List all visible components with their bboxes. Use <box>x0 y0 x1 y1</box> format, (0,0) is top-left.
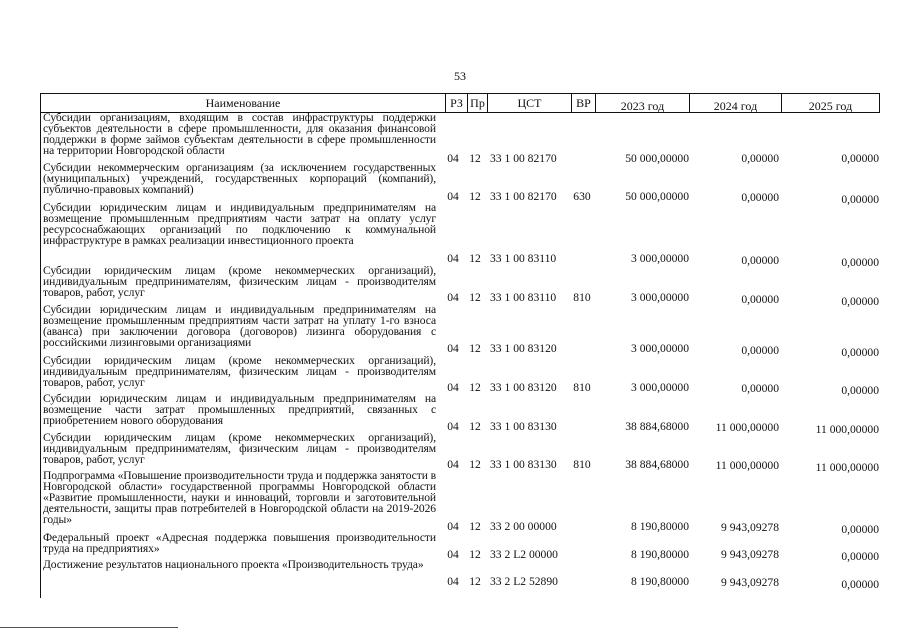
row-name: Субсидии юридическим лицам (кроме некоммерческих организаций), индивидуальным предпринимателям, физическим лицам - производителям товаров, работ, услуг <box>43 264 436 299</box>
row-cst: 33 1 00 83110 <box>490 291 557 304</box>
row-rz: 04 <box>447 291 459 304</box>
row-2024: 11 000,00000 <box>715 459 779 472</box>
row-pr: 12 <box>469 252 481 265</box>
footnote-divider <box>0 627 178 628</box>
row-name: Субсидии юридическим лицам и индивидуальным предпринимателям на возмещение части затрат промышленных предприятий, связанных с приобретением нового оборудования <box>43 392 436 427</box>
row-pr: 12 <box>469 291 481 304</box>
row-name: Достижение результатов национального проекта «Производительность труда» <box>43 558 424 571</box>
row-rz: 04 <box>447 152 459 165</box>
header-rz: РЗ <box>445 94 467 112</box>
row-pr: 12 <box>469 190 481 203</box>
row-2023: 8 190,80000 <box>631 548 689 561</box>
row-name: Субсидии организациям, входящим в состав инфраструктуры поддержки субъектов деятельности в сфере промышленности, для оказания финансовой поддержки в форме займов субъектам деятельности в сфере промышленности на территории Новгородской области <box>43 111 436 157</box>
row-name: Федеральный проект «Адресная поддержка повышения производительности труда на предприятиях» <box>43 531 436 555</box>
row-2023: 3 000,00000 <box>631 252 689 265</box>
row-2023: 3 000,00000 <box>631 342 689 355</box>
table-body <box>40 113 880 598</box>
header-2024: 2024 год <box>689 94 781 112</box>
row-2023: 3 000,00000 <box>631 381 689 394</box>
row-rz: 04 <box>447 381 459 394</box>
row-2024: 0,00000 <box>741 191 779 204</box>
row-2023: 3 000,00000 <box>631 291 689 304</box>
row-2023: 8 190,80000 <box>631 575 689 588</box>
row-rz: 04 <box>447 342 459 355</box>
row-2024: 9 943,09278 <box>721 521 779 534</box>
page-number: 53 <box>454 69 466 83</box>
row-2024: 0,00000 <box>741 254 779 267</box>
row-pr: 12 <box>469 548 481 561</box>
row-rz: 04 <box>447 575 459 588</box>
row-rz: 04 <box>447 252 459 265</box>
row-2025: 0,00000 <box>841 295 879 308</box>
row-name: Подпрограмма «Повышение производительности труда и поддержка занятости в Новгородской области» государственной программы Новгородской области «Развитие промышленности, науки и инноваций, торговли и заготовительной деятельности, защиты прав потребителей в Новгородской области на 2019-2026 годы» <box>43 469 436 526</box>
row-2025: 0,00000 <box>841 152 879 165</box>
header-pr: Пр <box>467 94 487 112</box>
row-cst: 33 1 00 83110 <box>490 252 557 265</box>
header-vr: ВР <box>571 94 595 112</box>
row-rz: 04 <box>447 520 459 533</box>
row-pr: 12 <box>469 420 481 433</box>
row-2025: 0,00000 <box>841 550 879 563</box>
row-cst: 33 1 00 82170 <box>490 190 557 203</box>
row-2024: 9 943,09278 <box>721 548 779 561</box>
header-2025: 2025 год <box>781 94 879 112</box>
row-2024: 0,00000 <box>741 152 779 165</box>
row-2025: 0,00000 <box>841 346 879 359</box>
row-cst: 33 1 00 83130 <box>490 420 557 433</box>
row-pr: 12 <box>469 575 481 588</box>
row-pr: 12 <box>469 458 481 471</box>
row-name: Субсидии юридическим лицам (кроме некоммерческих организаций), индивидуальным предпринимателям, физическим лицам - производителям товаров, работ, услуг <box>43 354 436 389</box>
header-2023: 2023 год <box>595 94 689 112</box>
row-2025: 11 000,00000 <box>815 423 879 436</box>
row-rz: 04 <box>447 458 459 471</box>
row-2024: 0,00000 <box>741 344 779 357</box>
row-2024: 11 000,00000 <box>715 421 779 434</box>
row-name: Субсидии юридическим лицам и индивидуальным предпринимателям на возмещение промышленным предприятиям части затрат на оплату услуг ресурсоснабжающих организаций по подключению к коммунальной инфраструктуре в рамках реализации инвестиционного проекта <box>43 201 436 247</box>
row-cst: 33 1 00 83120 <box>490 381 557 394</box>
row-vr: 630 <box>573 190 591 203</box>
row-2024: 0,00000 <box>741 293 779 306</box>
row-rz: 04 <box>447 420 459 433</box>
row-name: Субсидии некоммерческим организациям (за исключением государственных (муниципальных) учреждений, государственных корпораций (компаний), публично-правовых компаний) <box>43 161 436 196</box>
row-2023: 50 000,00000 <box>625 190 689 203</box>
row-2025: 0,00000 <box>841 384 879 397</box>
row-2024: 9 943,09278 <box>721 576 779 589</box>
header-cst: ЦСТ <box>487 94 571 112</box>
row-pr: 12 <box>469 381 481 394</box>
row-cst: 33 2 00 00000 <box>490 520 557 533</box>
row-vr: 810 <box>573 291 591 304</box>
row-pr: 12 <box>469 152 481 165</box>
row-pr: 12 <box>469 342 481 355</box>
row-2023: 8 190,80000 <box>631 520 689 533</box>
row-cst: 33 1 00 83130 <box>490 458 557 471</box>
row-pr: 12 <box>469 520 481 533</box>
row-name: Субсидии юридическим лицам (кроме некоммерческих организаций), индивидуальным предпринимателям, физическим лицам - производителям товаров, работ, услуг <box>43 431 436 466</box>
row-cst: 33 2 L2 52890 <box>490 575 558 588</box>
row-name: Субсидии юридическим лицам и индивидуальным предпринимателям на возмещение промышленным предприятиям части затрат на уплату 1-го взноса (аванса) при заключении договора (договоров) лизинга оборудования с российскими лизинговыми организациями <box>43 303 436 349</box>
row-rz: 04 <box>447 190 459 203</box>
row-2025: 0,00000 <box>841 256 879 269</box>
row-cst: 33 1 00 83120 <box>490 342 557 355</box>
row-vr: 810 <box>573 458 591 471</box>
row-cst: 33 2 L2 00000 <box>490 548 558 561</box>
row-rz: 04 <box>447 548 459 561</box>
row-2024: 0,00000 <box>741 382 779 395</box>
row-cst: 33 1 00 82170 <box>490 152 557 165</box>
row-2025: 0,00000 <box>841 193 879 206</box>
row-2025: 11 000,00000 <box>815 461 879 474</box>
table-header <box>40 93 880 113</box>
row-2023: 38 884,68000 <box>625 420 689 433</box>
row-2023: 50 000,00000 <box>625 152 689 165</box>
row-2023: 38 884,68000 <box>625 458 689 471</box>
row-vr: 810 <box>573 381 591 394</box>
header-name: Наименование <box>205 96 281 110</box>
row-2025: 0,00000 <box>841 523 879 536</box>
row-2025: 0,00000 <box>841 578 879 591</box>
